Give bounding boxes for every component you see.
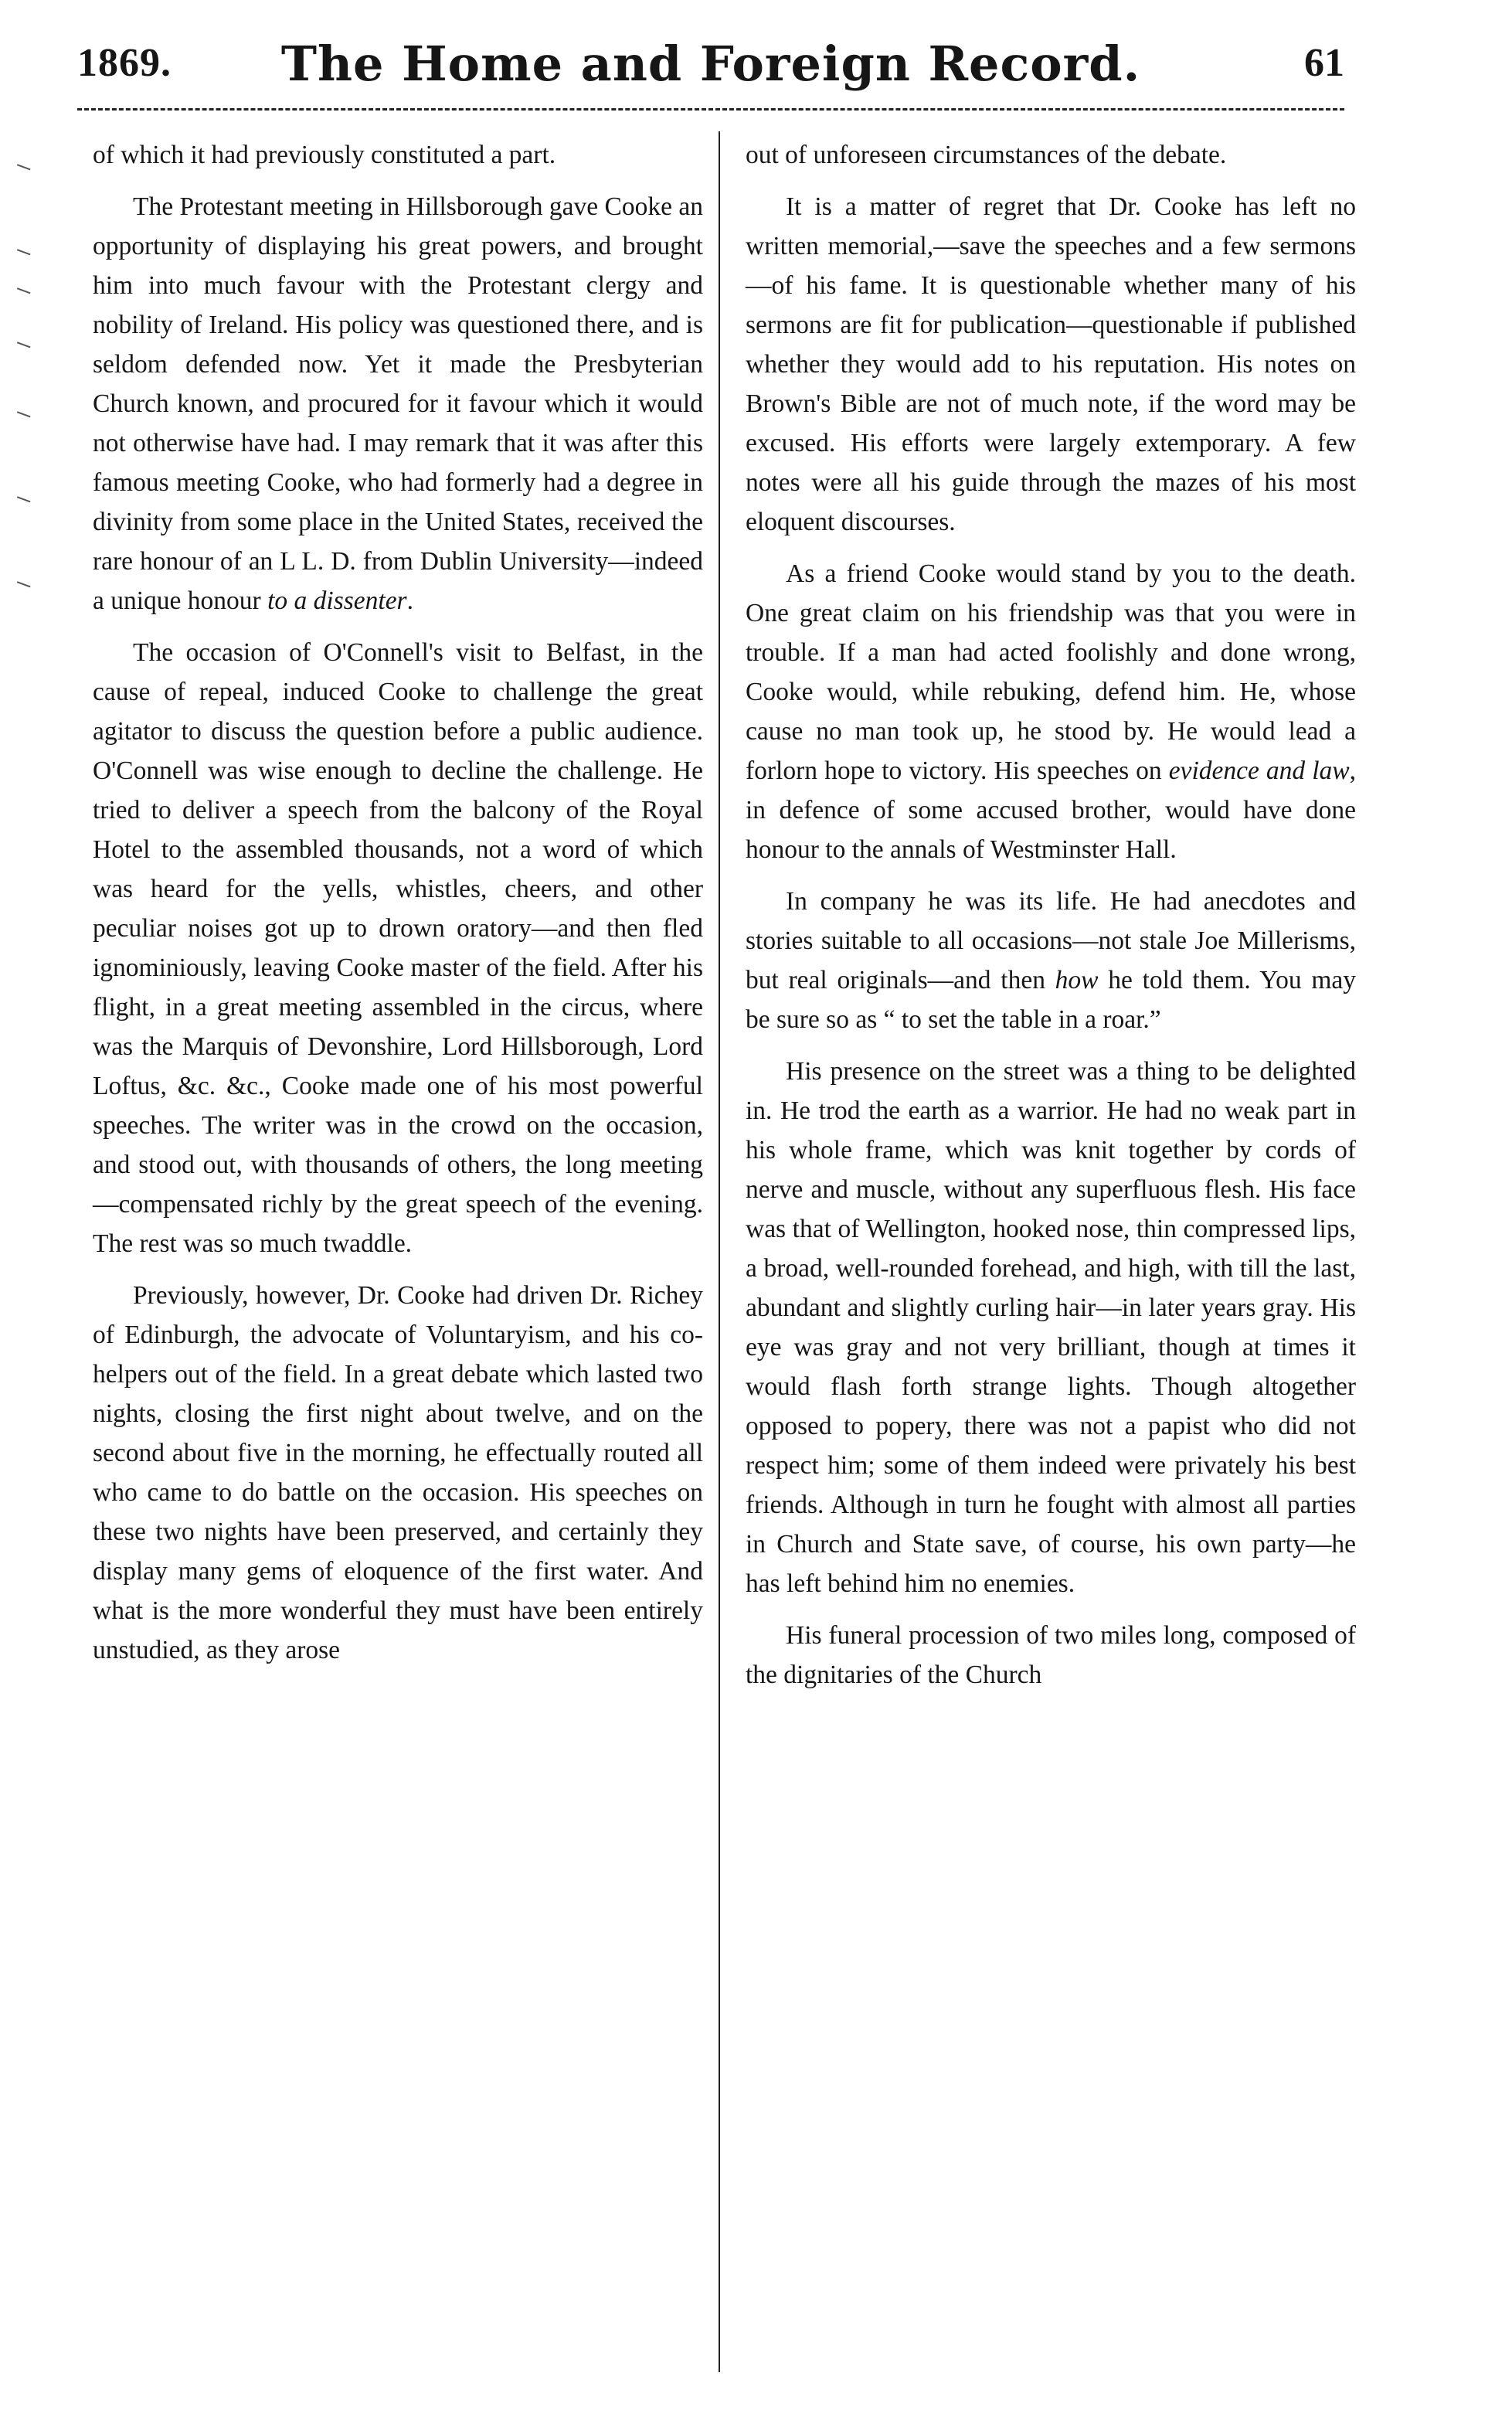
paragraph <box>746 135 1356 175</box>
paragraph <box>746 1616 1356 1695</box>
paragraph-text: . <box>406 586 413 615</box>
paragraph-text: , in defence of some accused brother, would have done honour to the annals of Westminster Hall. <box>746 756 1356 864</box>
paragraph-text: The occasion of O'Connell's visit to Belfast, in the cause of repeal, induced Cooke to challenge the great agitator to discuss the question before a public audience. O'Connell was wise enough to decline the challenge. He tried to deliver a speech from the balcony of the Royal Hotel to the assembled thousands, not a word of which was heard for the yells, whistles, cheers, and other peculiar noises got up to drown oratory—and then fled ignominiously, leaving Cooke master of the field. After his flight, in a great meeting assembled in the circus, where was the Marquis of Devonshire, Lord Hillsborough, Lord Loftus, &c. &c., Cooke made one of his most powerful speeches. The writer was in the crowd on the occasion, and stood out, with thousands of others, the long meeting—compensated richly by the great speech of the evening. The rest was so much twaddle. <box>93 638 703 1258</box>
paragraph <box>746 554 1356 869</box>
paragraph <box>93 1276 703 1670</box>
italic-text: how <box>1055 966 1099 994</box>
paragraph-text: In company he was its life. He had anecdotes and stories suitable to all occasions—not stale Joe Millerisms, but real originals—and then <box>746 887 1356 994</box>
paragraph-text: he told them. You may be sure so as “ to set the table in a roar.” <box>746 966 1356 1034</box>
journal-title: The Home and Foreign Record. <box>280 36 1141 92</box>
paragraph-text: Previously, however, Dr. Cooke had driven Dr. Richey of Edinburgh, the advocate of Voluntaryism, and his co-helpers out of the field. In a great debate which lasted two nights, closing the first night about twelve, and on the second about five in the morning, he effectually routed all who came to do battle on the occasion. His speeches on these two nights have been preserved, and certainly they display many gems of eloquence of the first water. And what is the more wonderful they must have been entirely unstudied, as they arose <box>93 1281 703 1664</box>
paragraph-text: It is a matter of regret that Dr. Cooke has left no written memorial,—save the speeches and a few sermons—of his fame. It is questionable whether many of his sermons are fit for publication—questionable if published whether they would add to his reputation. His notes on Brown's Bible are not of much note, if the word may be excused. His efforts were largely extemporary. A few notes were all his guide through the mazes of his most eloquent discourses. <box>746 192 1356 536</box>
margin-mark <box>14 164 30 177</box>
margin-mark <box>14 411 30 424</box>
margin-mark <box>14 249 30 262</box>
italic-text: evidence and law <box>1168 756 1350 785</box>
margin-mark <box>14 581 30 594</box>
header-rule <box>77 108 1344 110</box>
left-column <box>93 135 703 1670</box>
paragraph-text: out of unforeseen circumstances of the debate. <box>746 141 1227 169</box>
paragraph <box>93 633 703 1263</box>
margin-marks <box>8 166 39 591</box>
paragraph-text: His funeral procession of two miles long, composed of the dignitaries of the Church <box>746 1621 1356 1689</box>
paragraph-text: His presence on the street was a thing to be delighted in. He trod the earth as a warrior. He had no weak part in his whole frame, which was knit together by cords of nerve and muscle, without any superfluous flesh. His face was that of Wellington, hooked nose, thin compressed lips, a broad, well-rounded forehead, and high, with till the last, abundant and slightly curling hair—in later years gray. His eye was gray and not very brilliant, though at times it would flash forth strange lights. Though altogether opposed to popery, there was not a papist who did not respect him; some of them indeed were privately his best friends. Although in turn he fought with almost all parties in Church and State save, of course, his own party—he has left behind him no enemies. <box>746 1057 1356 1598</box>
italic-text: to a dissenter <box>267 586 407 615</box>
paragraph-text: of which it had previously constituted a part. <box>93 141 556 169</box>
paragraph-text: As a friend Cooke would stand by you to the death. One great claim on his friendship was that you were in trouble. If a man had acted foolishly and done wrong, Cooke would, while rebuking, defend him. He, whose cause no man took up, he stood by. He would lead a forlorn hope to victory. His speeches on <box>746 559 1356 785</box>
margin-mark <box>14 287 30 301</box>
page-header <box>77 34 1344 104</box>
page-number: 61 <box>1304 41 1344 85</box>
paragraph <box>93 135 703 175</box>
column-divider <box>719 131 720 2372</box>
paragraph <box>746 882 1356 1039</box>
paragraph <box>746 187 1356 542</box>
margin-mark <box>14 342 30 355</box>
right-column <box>746 135 1356 1695</box>
paragraph <box>93 187 703 620</box>
header-year: 1869. <box>77 41 172 85</box>
paragraph-text: The Protestant meeting in Hillsborough gave Cooke an opportunity of displaying his great powers, and brought him into much favour with the Protestant clergy and nobility of Ireland. His policy was questioned there, and is seldom defended now. Yet it made the Presbyterian Church known, and procured for it favour which it would not otherwise have had. I may remark that it was after this famous meeting Cooke, who had formerly had a degree in divinity from some place in the United States, received the rare honour of an L L. D. from Dublin University—indeed a unique honour <box>93 192 703 615</box>
paragraph <box>746 1052 1356 1603</box>
margin-mark <box>14 496 30 509</box>
